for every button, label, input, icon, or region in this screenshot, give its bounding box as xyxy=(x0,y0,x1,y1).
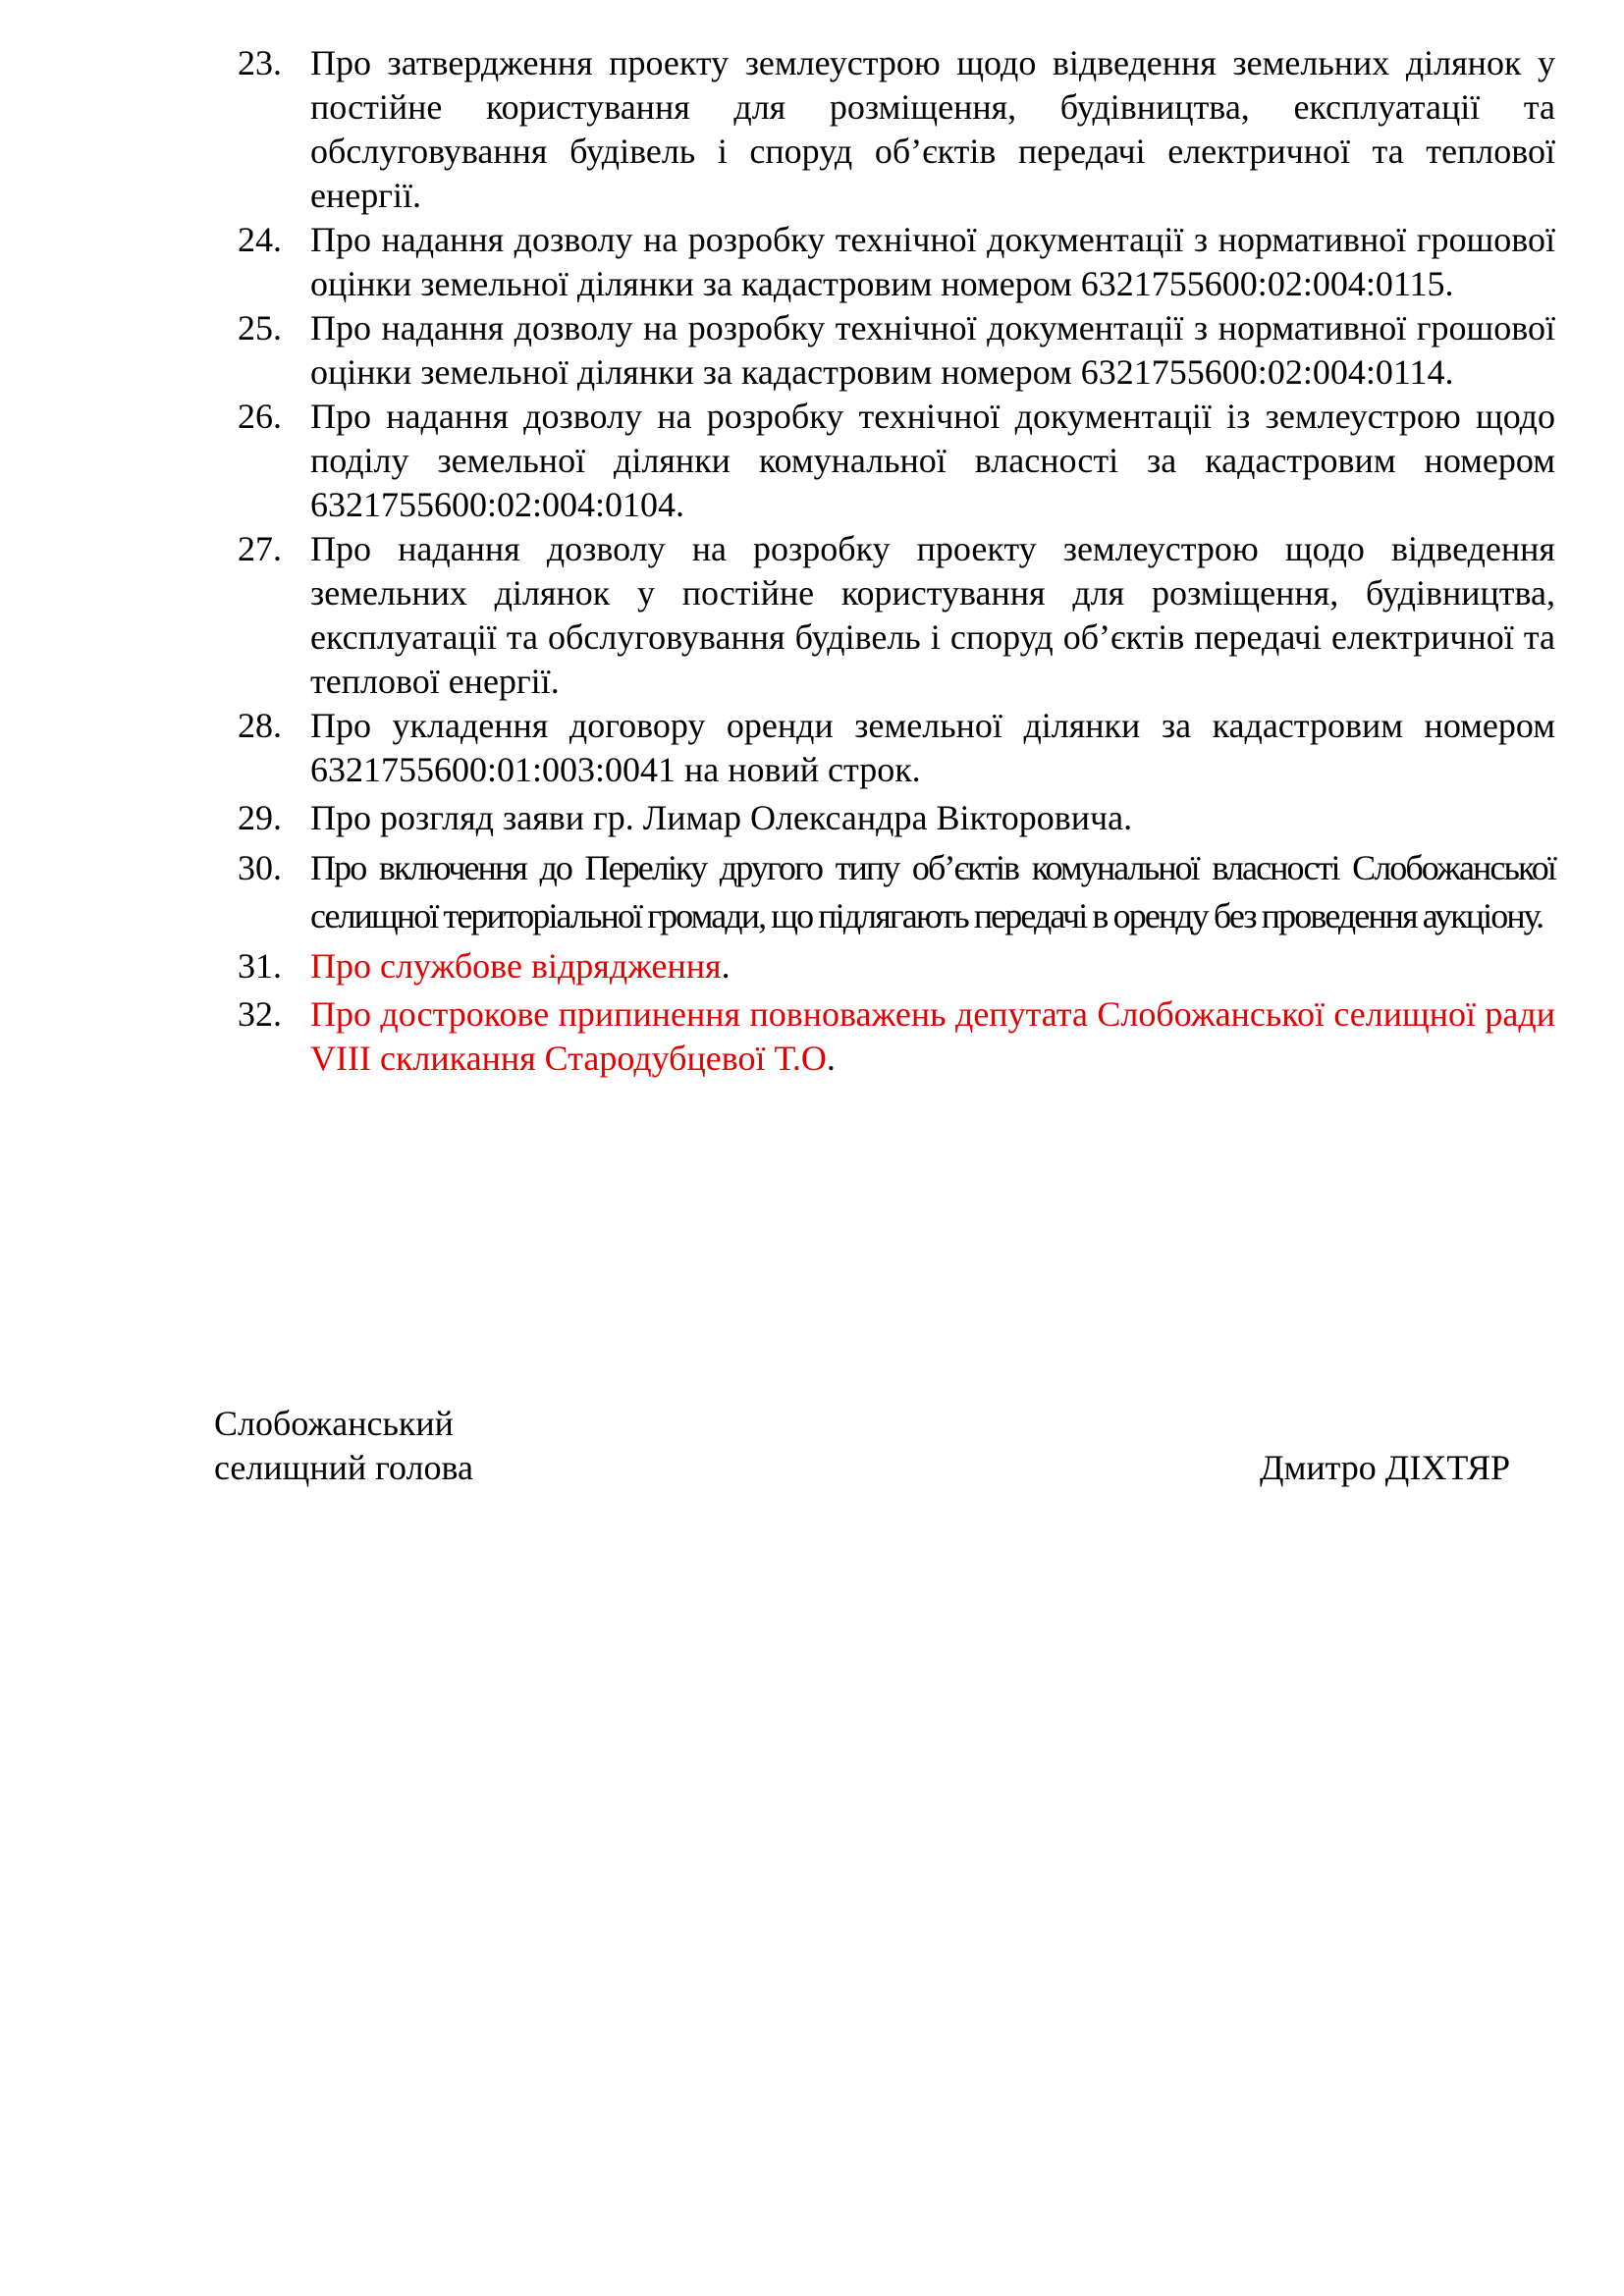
signer-title-line-1: Слобожанський xyxy=(214,1404,454,1443)
item-number: 30. xyxy=(238,848,282,887)
agenda-item-27 xyxy=(238,527,1555,704)
agenda-item-23 xyxy=(238,41,1555,218)
item-text: Про надання дозволу на розробку технічної документації з нормативної грошової оцінки земельної ділянки за кадастровим номером 6321755600:02:004:0114. xyxy=(310,308,1555,392)
item-period: . xyxy=(721,946,731,986)
item-number: 29. xyxy=(238,798,282,837)
agenda-item-32 xyxy=(238,992,1555,1081)
agenda-list xyxy=(238,41,1555,1081)
item-number: 26. xyxy=(238,397,282,436)
signature-block xyxy=(214,1402,1510,1490)
item-text: Про укладення договору оренди земельної ділянки за кадастровим номером 6321755600:01:003:0041 на новий строк. xyxy=(310,706,1555,789)
signer-title-line-2: селищний голова xyxy=(214,1448,474,1487)
item-number: 31. xyxy=(238,946,282,986)
agenda-item-30 xyxy=(238,844,1555,940)
agenda-item-29 xyxy=(238,796,1555,840)
item-text: Про надання дозволу на розробку проекту землеустрою щодо відведення земельних ділянок у постійне користування для розміщення, будівництва, експлуатації та обслуговування будівель і споруд об’єктів передачі електричної та теплової енергії. xyxy=(310,529,1555,701)
item-text: Про надання дозволу на розробку технічної документації з нормативної грошової оцінки земельної ділянки за кадастровим номером 6321755600:02:004:0115. xyxy=(310,220,1555,303)
item-number: 32. xyxy=(238,994,282,1034)
item-number: 25. xyxy=(238,308,282,347)
item-text: Про дострокове припинення повноважень депутата Слобожанської селищної ради VIII скликання Стародубцевої Т.О xyxy=(310,994,1555,1078)
item-number: 24. xyxy=(238,220,282,259)
item-number: 27. xyxy=(238,529,282,568)
agenda-item-31 xyxy=(238,944,1555,988)
agenda-item-24 xyxy=(238,218,1555,306)
signer-name: Дмитро ДІХТЯР xyxy=(1260,1448,1510,1487)
item-number: 28. xyxy=(238,706,282,745)
item-text: Про затвердження проекту землеустрою щодо відведення земельних ділянок у постійне користування для розміщення, будівництва, експлуатації та обслуговування будівель і споруд об’єктів передачі електричної та теплової енергії. xyxy=(310,43,1555,215)
item-text: Про надання дозволу на розробку технічної документації із землеустрою щодо поділу земельної ділянки комунальної власності за кадастровим номером 6321755600:02:004:0104. xyxy=(310,397,1555,524)
item-text: Про розгляд заяви гр. Лимар Олександра Вікторовича. xyxy=(310,798,1133,837)
agenda-item-28 xyxy=(238,704,1555,792)
item-text: Про службове відрядження xyxy=(310,946,722,986)
item-text: Про включення до Переліку другого типу об’єктів комунальної власності Слобожанської селищної територіальної громади, що підлягають передачі в оренду без проведення аукціону. xyxy=(310,848,1555,935)
agenda-item-26 xyxy=(238,395,1555,527)
item-period: . xyxy=(826,1039,836,1078)
agenda-item-25 xyxy=(238,306,1555,395)
item-number: 23. xyxy=(238,43,282,82)
